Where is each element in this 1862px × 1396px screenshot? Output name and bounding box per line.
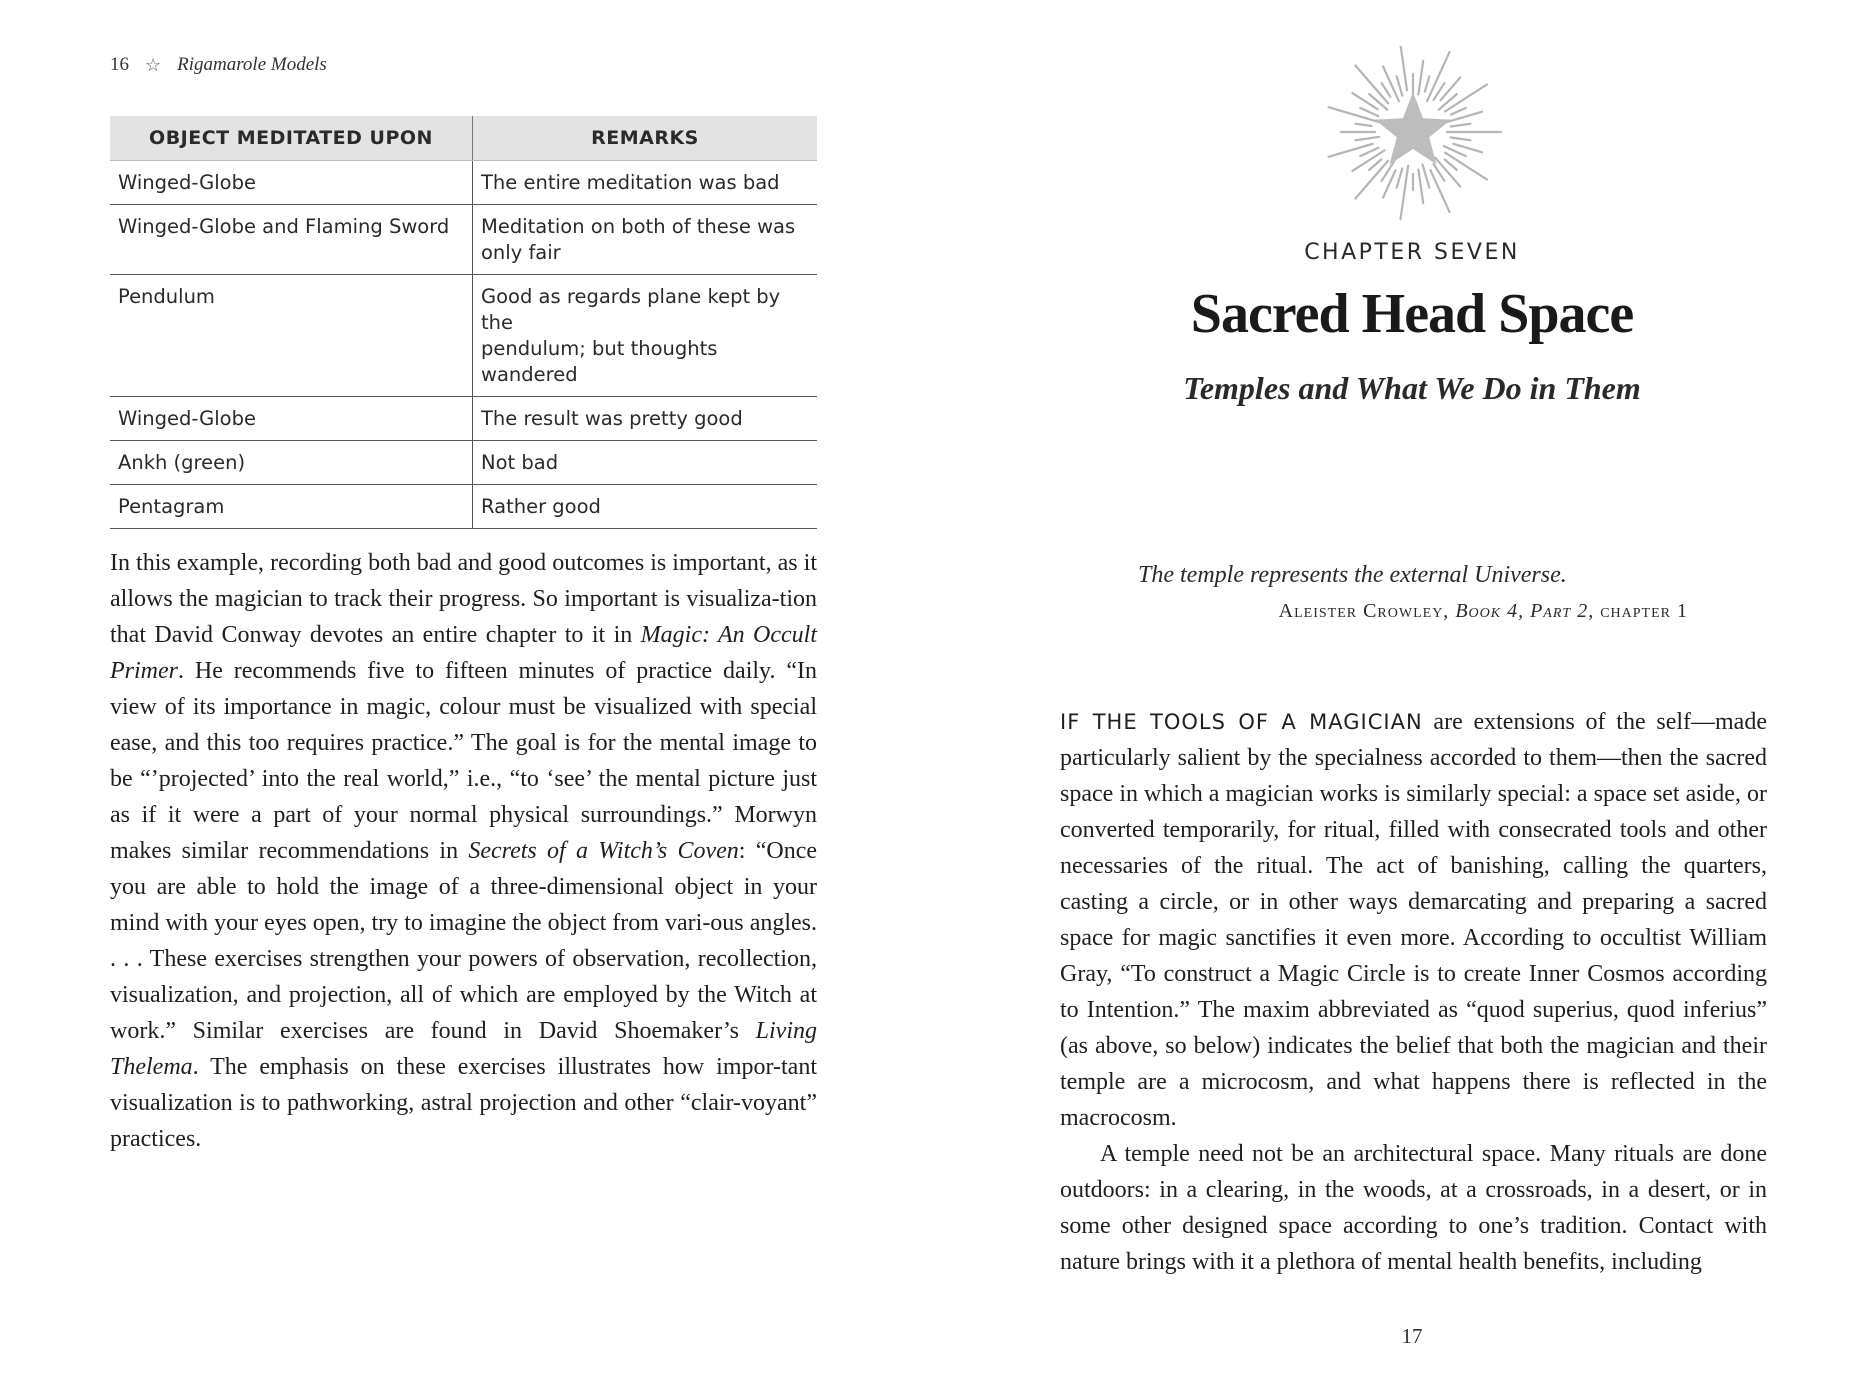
meditation-table — [110, 116, 817, 529]
book-title-secrets-witchs-coven: Secrets of a Witch’s Coven — [468, 838, 739, 864]
book-title-magic-occult-primer: Magic: An Occult Primer — [110, 622, 817, 684]
running-head — [110, 54, 327, 76]
text-run: . The emphasis on these exercises illustrates how impor-tant visualization is to pathworking, astral projection and other “clair-voyant” practices. — [110, 1054, 817, 1152]
table-header-row — [110, 116, 817, 161]
left-page-number: 16 — [110, 54, 129, 75]
table-row — [110, 441, 817, 485]
cell-remark: The entire meditation was bad — [473, 161, 818, 205]
text-run: . He recommends five to fifteen minutes of practice daily. “In view of its importance in magic, colour must be visualized with special ease, and this too requires practice.” The goal is for the mental image to be “’projected’ into the real world,” i.e., “to ‘see’ the mental picture just as if it were a part of your normal physical surroundings.” Morwyn makes similar recommendations in — [110, 658, 817, 864]
cell-remark — [473, 275, 818, 397]
cell-remark: The result was pretty good — [473, 397, 818, 441]
chapter-label: CHAPTER SEVEN — [1304, 240, 1520, 265]
cell-object: Pendulum — [110, 275, 473, 397]
body-paragraph — [1060, 704, 1767, 1136]
cell-remark — [473, 205, 818, 275]
remark-line: Good as regards plane kept by the — [481, 285, 781, 334]
body-paragraph — [110, 545, 817, 1157]
cell-remark: Rather good — [473, 485, 818, 529]
epigraph-author: Aleister Crowley, — [1278, 600, 1456, 622]
book-title-living-thelema: Living Thelema — [110, 1018, 817, 1080]
text-run: In this example, recording both bad and good outcomes is important, as it allows the magician to track their progress. So important is visualiza-tion that David Conway devotes an entire chapter to it in — [110, 550, 817, 648]
sunburst-star-icon — [1318, 46, 1508, 222]
table-row — [110, 397, 817, 441]
chapter-title: Sacred Head Space — [1190, 283, 1634, 345]
text-run: : “Once you are able to hold the image of a three-dimensional object in your mind with your eyes open, try to imagine the object from vari-ous angles. . . . These exercises strengthen your powers of observation, recollection, visualization, and projection, all of which are employed by the Witch at work.” Similar exercises are found in David Shoemaker’s — [110, 838, 817, 1044]
table-row — [110, 275, 817, 397]
cell-object: Winged-Globe — [110, 397, 473, 441]
star-icon: ☆ — [145, 54, 162, 75]
table-row — [110, 161, 817, 205]
epigraph-quote: The temple represents the external Universe. — [1138, 562, 1567, 588]
cell-object: Pentagram — [110, 485, 473, 529]
cell-object: Ankh (green) — [110, 441, 473, 485]
epigraph-chapter: , chapter 1 — [1588, 600, 1688, 622]
table-row — [110, 485, 817, 529]
text-run: are extensions of the self—made particularly salient by the specialness accorded to them—then the sacred space in which a magician works is similarly special: a space set aside, or converted temporarily, for ritual, filled with consecrated tools and other necessaries of the ritual. The act of banishing, calling the quarters, casting a circle, or in other ways demarcating and preparing a sacred space for magic sanctifies it even more. According to occultist William Gray, “To construct a Magic Circle is to create Inner Cosmos according to Intention.” The maxim abbreviated as “quod superius, quod inferius” (as above, so below) indicates the belief that both the magician and their temple are a microcosm, and what happens there is reflected in the macrocosm. — [1060, 709, 1767, 1131]
cell-object: Winged-Globe and Flaming Sword — [110, 205, 473, 275]
header-remarks: REMARKS — [473, 116, 818, 161]
header-object: OBJECT MEDITATED UPON — [110, 116, 473, 161]
epigraph-attribution — [1208, 600, 1688, 623]
remark-line: pendulum; but thoughts wandered — [481, 337, 718, 386]
remark-line: Meditation on both of these was — [481, 215, 796, 238]
body-paragraph: A temple need not be an architectural space. Many rituals are done outdoors: in a clearing, in the woods, at a crossroads, in a desert, or in some other designed space according to one’s tradition. Contact with nature brings with it a plethora of mental health benefits, including — [1060, 1141, 1767, 1275]
left-body-text — [110, 545, 817, 1157]
epigraph-book: Book 4, Part 2 — [1455, 600, 1589, 622]
chapter-subtitle: Temples and What We Do in Them — [1183, 370, 1641, 406]
page-number-text: 17 — [1401, 1324, 1423, 1348]
cell-object: Winged-Globe — [110, 161, 473, 205]
table-row — [110, 205, 817, 275]
right-body-text — [1060, 704, 1767, 1280]
running-head-title: Rigamarole Models — [177, 54, 327, 75]
remark-line: only fair — [481, 241, 561, 264]
cell-remark: Not bad — [473, 441, 818, 485]
opening-small-caps: IF THE TOOLS OF A MAGICIAN — [1060, 710, 1423, 734]
